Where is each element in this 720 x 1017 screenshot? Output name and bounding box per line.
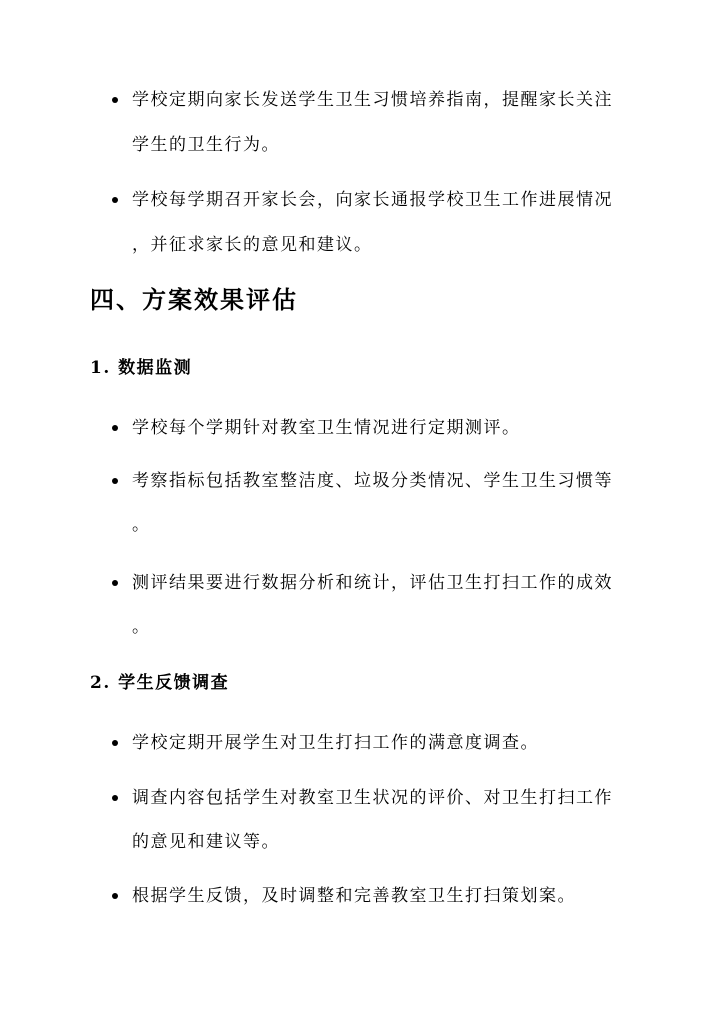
subsection-heading: 1. 数据监测 [90, 358, 193, 378]
list-item-text: 的意见和建议等。 [132, 832, 280, 852]
list-item-text: 根据学生反馈，及时调整和完善教室卫生打扫策划案。 [132, 886, 576, 906]
list-item-text: 。 [132, 617, 151, 637]
list-item-text: 学校定期开展学生对卫生打扫工作的满意度调查。 [132, 733, 539, 753]
list-item-text: 考察指标包括教室整洁度、垃圾分类情况、学生卫生习惯等 [132, 471, 613, 491]
list-item-text: 。 [132, 515, 151, 535]
list-item-text: 学生的卫生行为。 [132, 135, 280, 155]
bullet-icon [112, 478, 118, 484]
subsection-heading: 2. 学生反馈调查 [90, 673, 230, 693]
bullet-icon [112, 740, 118, 746]
bullet-icon [112, 425, 118, 431]
list-item-text: 学校每学期召开家长会，向家长通报学校卫生工作进展情况 [132, 190, 613, 210]
bullet-icon [112, 197, 118, 203]
list-item-text: 测评结果要进行数据分析和统计，评估卫生打扫工作的成效 [132, 573, 613, 593]
bullet-icon [112, 97, 118, 103]
bullet-icon [112, 893, 118, 899]
list-item-text: 调查内容包括学生对教室卫生状况的评价、对卫生打扫工作 [132, 788, 613, 808]
list-item-text: 学校定期向家长发送学生卫生习惯培养指南，提醒家长关注 [132, 90, 613, 110]
bullet-icon [112, 795, 118, 801]
list-item-text: 学校每个学期针对教室卫生情况进行定期测评。 [132, 418, 521, 438]
section-heading: 四、方案效果评估 [90, 285, 298, 314]
list-item-text: ，并征求家长的意见和建议。 [132, 235, 373, 255]
bullet-icon [112, 580, 118, 586]
